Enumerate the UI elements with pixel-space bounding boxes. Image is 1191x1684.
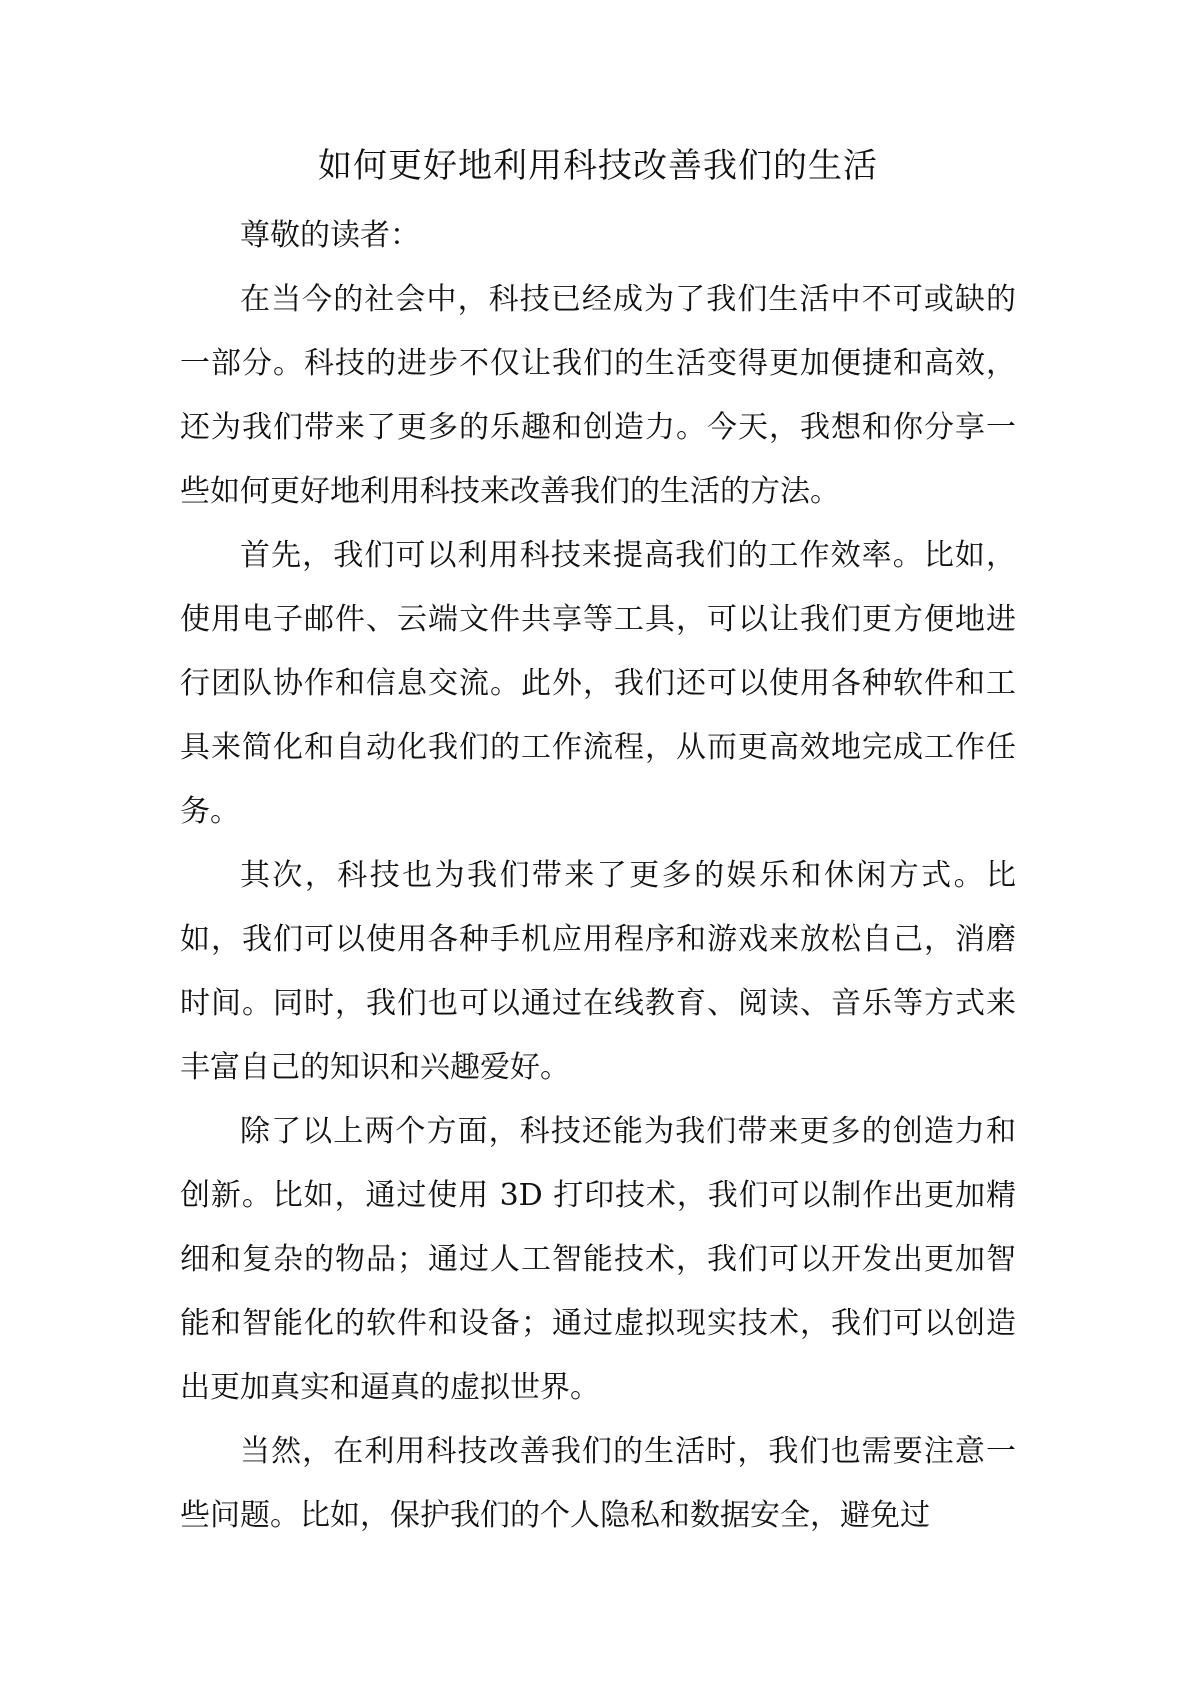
paragraph-intro: 在当今的社会中，科技已经成为了我们生活中不可或缺的一部分。科技的进步不仅让我们的生活变得更加便捷和高效，还为我们带来了更多的乐趣和创造力。今天，我想和你分享一些如何更好地利用科技来改善我们的生活的方法。 — [180, 282, 1016, 509]
paragraph-entertainment: 其次，科技也为我们带来了更多的娱乐和休闲方式。比如，我们可以使用各种手机应用程序和游戏来放松自己，消磨时间。同时，我们也可以通过在线教育、阅读、音乐等方式来丰富自己的知识和兴趣爱好。 — [180, 858, 1016, 1085]
paragraph-cautions: 当然，在利用科技改善我们的生活时，我们也需要注意一些问题。比如，保护我们的个人隐私和数据安全，避免过 — [180, 1434, 1016, 1533]
salutation: 尊敬的读者： — [240, 218, 420, 253]
document-body — [180, 140, 1016, 1548]
paragraph-creativity: 除了以上两个方面，科技还能为我们带来更多的创造力和创新。比如，通过使用 3D 打印技术，我们可以制作出更加精细和复杂的物品；通过人工智能技术，我们可以开发出更加智能和智能化的软件和设备；通过虚拟现实技术，我们可以创造出更加真实和逼真的虚拟世界。 — [180, 1114, 1016, 1405]
paragraph-work-efficiency: 首先，我们可以利用科技来提高我们的工作效率。比如，使用电子邮件、云端文件共享等工具，可以让我们更方便地进行团队协作和信息交流。此外，我们还可以使用各种软件和工具来简化和自动化我们的工作流程，从而更高效地完成工作任务。 — [180, 538, 1016, 829]
document-title: 如何更好地利用科技改善我们的生活 — [318, 146, 878, 186]
